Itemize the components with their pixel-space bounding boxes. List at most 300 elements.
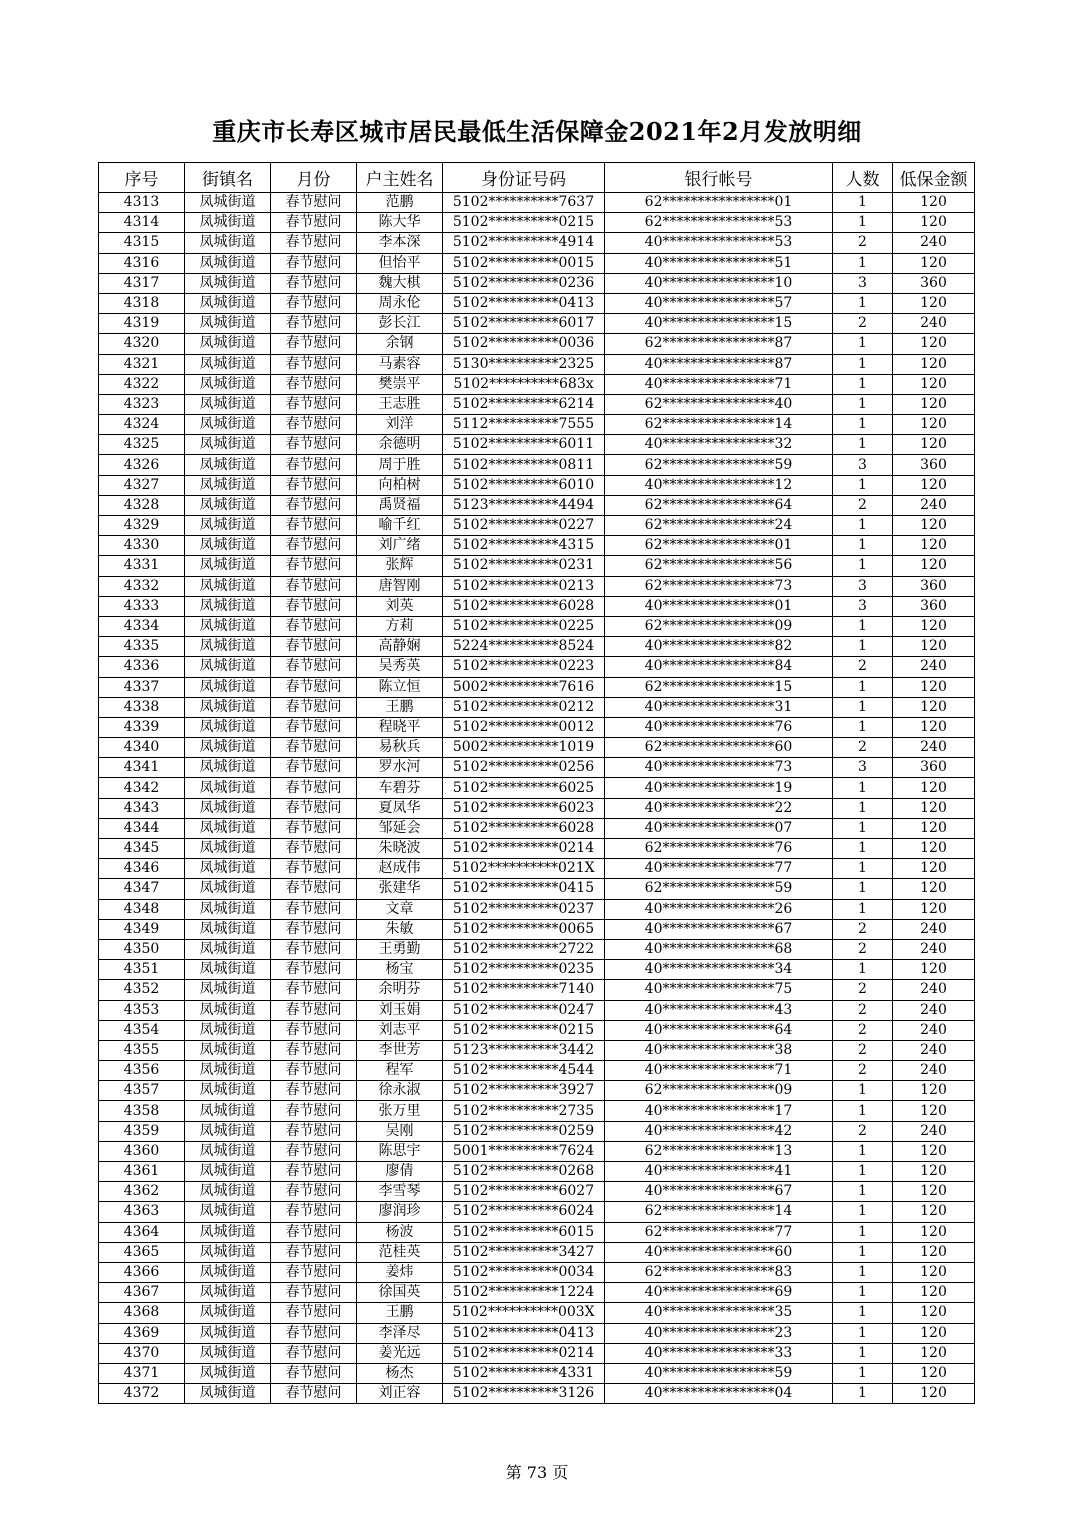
cell-month: 春节慰问: [271, 717, 357, 737]
cell-bank-account: 40****************15: [605, 314, 833, 334]
cell-index: 4334: [99, 616, 185, 636]
cell-month: 春节慰问: [271, 233, 357, 253]
cell-people-count: 1: [833, 1202, 893, 1222]
cell-bank-account: 40****************77: [605, 859, 833, 879]
cell-householder: 王勇勤: [357, 939, 443, 959]
cell-street: 凤城街道: [185, 839, 271, 859]
table-row: [99, 1384, 975, 1404]
cell-householder: 陈思宇: [357, 1141, 443, 1161]
cell-amount: 120: [893, 374, 975, 394]
cell-people-count: 1: [833, 616, 893, 636]
cell-id-number: 5102**********0213: [443, 576, 605, 596]
table-row: [99, 798, 975, 818]
cell-month: 春节慰问: [271, 455, 357, 475]
cell-month: 春节慰问: [271, 1384, 357, 1404]
cell-bank-account: 62****************77: [605, 1222, 833, 1242]
cell-amount: 120: [893, 859, 975, 879]
cell-amount: 120: [893, 1262, 975, 1282]
cell-month: 春节慰问: [271, 596, 357, 616]
cell-street: 凤城街道: [185, 1262, 271, 1282]
cell-index: 4336: [99, 657, 185, 677]
cell-bank-account: 62****************64: [605, 495, 833, 515]
cell-people-count: 1: [833, 697, 893, 717]
cell-bank-account: 40****************53: [605, 233, 833, 253]
cell-householder: 张建华: [357, 879, 443, 899]
cell-amount: 240: [893, 919, 975, 939]
cell-index: 4314: [99, 213, 185, 233]
cell-index: 4343: [99, 798, 185, 818]
cell-people-count: 2: [833, 1121, 893, 1141]
table-row: [99, 556, 975, 576]
cell-householder: 王志胜: [357, 394, 443, 414]
cell-index: 4344: [99, 818, 185, 838]
cell-householder: 朱晓波: [357, 839, 443, 859]
cell-people-count: 1: [833, 637, 893, 657]
table-row: [99, 1202, 975, 1222]
cell-people-count: 1: [833, 1384, 893, 1404]
cell-street: 凤城街道: [185, 475, 271, 495]
table-row: [99, 293, 975, 313]
cell-bank-account: 62****************59: [605, 455, 833, 475]
cell-month: 春节慰问: [271, 657, 357, 677]
table-row: [99, 596, 975, 616]
table-row: [99, 1040, 975, 1060]
cell-amount: 360: [893, 758, 975, 778]
cell-street: 凤城街道: [185, 576, 271, 596]
cell-month: 春节慰问: [271, 314, 357, 334]
cell-people-count: 1: [833, 1303, 893, 1323]
cell-householder: 刘英: [357, 596, 443, 616]
cell-id-number: 5102**********3927: [443, 1081, 605, 1101]
cell-month: 春节慰问: [271, 798, 357, 818]
cell-amount: 120: [893, 1323, 975, 1343]
cell-people-count: 2: [833, 1040, 893, 1060]
cell-index: 4355: [99, 1040, 185, 1060]
cell-index: 4327: [99, 475, 185, 495]
cell-street: 凤城街道: [185, 798, 271, 818]
cell-street: 凤城街道: [185, 899, 271, 919]
cell-index: 4368: [99, 1303, 185, 1323]
cell-people-count: 2: [833, 495, 893, 515]
cell-id-number: 5102**********6015: [443, 1222, 605, 1242]
cell-month: 春节慰问: [271, 778, 357, 798]
cell-month: 春节慰问: [271, 1323, 357, 1343]
cell-id-number: 5102**********2722: [443, 939, 605, 959]
cell-street: 凤城街道: [185, 1323, 271, 1343]
cell-id-number: 5224**********8524: [443, 637, 605, 657]
cell-street: 凤城街道: [185, 314, 271, 334]
cell-bank-account: 62****************59: [605, 879, 833, 899]
cell-id-number: 5102**********0225: [443, 616, 605, 636]
cell-people-count: 1: [833, 394, 893, 414]
table-row: [99, 980, 975, 1000]
table-row: [99, 778, 975, 798]
cell-people-count: 2: [833, 980, 893, 1000]
cell-index: 4330: [99, 536, 185, 556]
cell-bank-account: 40****************38: [605, 1040, 833, 1060]
cell-amount: 120: [893, 556, 975, 576]
cell-index: 4362: [99, 1182, 185, 1202]
cell-street: 凤城街道: [185, 1141, 271, 1161]
cell-householder: 彭长江: [357, 314, 443, 334]
cell-householder: 范桂英: [357, 1242, 443, 1262]
cell-people-count: 1: [833, 1323, 893, 1343]
cell-amount: 120: [893, 475, 975, 495]
cell-id-number: 5102**********0015: [443, 253, 605, 273]
cell-people-count: 2: [833, 1000, 893, 1020]
cell-index: 4350: [99, 939, 185, 959]
table-row: [99, 253, 975, 273]
cell-amount: 120: [893, 798, 975, 818]
cell-amount: 240: [893, 657, 975, 677]
cell-street: 凤城街道: [185, 273, 271, 293]
cell-people-count: 1: [833, 839, 893, 859]
cell-index: 4353: [99, 1000, 185, 1020]
cell-month: 春节慰问: [271, 738, 357, 758]
header-amount: 低保金额: [893, 163, 975, 193]
cell-id-number: 5102**********0256: [443, 758, 605, 778]
cell-index: 4361: [99, 1162, 185, 1182]
cell-street: 凤城街道: [185, 1182, 271, 1202]
cell-street: 凤城街道: [185, 738, 271, 758]
cell-month: 春节慰问: [271, 960, 357, 980]
table-row: [99, 1343, 975, 1363]
cell-street: 凤城街道: [185, 939, 271, 959]
cell-id-number: 5102**********6011: [443, 435, 605, 455]
cell-amount: 360: [893, 455, 975, 475]
cell-bank-account: 40****************23: [605, 1323, 833, 1343]
table-body: [99, 193, 975, 1404]
cell-bank-account: 62****************24: [605, 516, 833, 536]
cell-street: 凤城街道: [185, 1020, 271, 1040]
cell-people-count: 1: [833, 677, 893, 697]
cell-month: 春节慰问: [271, 394, 357, 414]
cell-month: 春节慰问: [271, 253, 357, 273]
cell-month: 春节慰问: [271, 1162, 357, 1182]
cell-index: 4325: [99, 435, 185, 455]
cell-index: 4313: [99, 193, 185, 213]
cell-amount: 120: [893, 1303, 975, 1323]
cell-index: 4331: [99, 556, 185, 576]
cell-amount: 120: [893, 778, 975, 798]
cell-month: 春节慰问: [271, 334, 357, 354]
table-row: [99, 516, 975, 536]
cell-amount: 120: [893, 899, 975, 919]
cell-index: 4359: [99, 1121, 185, 1141]
cell-month: 春节慰问: [271, 193, 357, 213]
cell-month: 春节慰问: [271, 1040, 357, 1060]
cell-street: 凤城街道: [185, 859, 271, 879]
cell-id-number: 5102**********3427: [443, 1242, 605, 1262]
cell-id-number: 5102**********0012: [443, 717, 605, 737]
cell-month: 春节慰问: [271, 1202, 357, 1222]
cell-id-number: 5102**********6010: [443, 475, 605, 495]
cell-bank-account: 40****************73: [605, 758, 833, 778]
header-bank-account: 银行帐号: [605, 163, 833, 193]
cell-amount: 120: [893, 839, 975, 859]
cell-street: 凤城街道: [185, 1162, 271, 1182]
cell-month: 春节慰问: [271, 939, 357, 959]
cell-householder: 徐永淑: [357, 1081, 443, 1101]
cell-bank-account: 40****************07: [605, 818, 833, 838]
cell-index: 4354: [99, 1020, 185, 1040]
cell-amount: 120: [893, 616, 975, 636]
cell-bank-account: 40****************71: [605, 374, 833, 394]
cell-bank-account: 40****************33: [605, 1343, 833, 1363]
cell-amount: 120: [893, 394, 975, 414]
cell-householder: 罗水河: [357, 758, 443, 778]
cell-street: 凤城街道: [185, 253, 271, 273]
cell-people-count: 1: [833, 717, 893, 737]
cell-householder: 朱敏: [357, 919, 443, 939]
cell-people-count: 1: [833, 1081, 893, 1101]
cell-householder: 徐国英: [357, 1283, 443, 1303]
cell-index: 4321: [99, 354, 185, 374]
cell-householder: 吴秀英: [357, 657, 443, 677]
cell-street: 凤城街道: [185, 374, 271, 394]
cell-people-count: 1: [833, 1262, 893, 1282]
table-row: [99, 455, 975, 475]
cell-bank-account: 40****************68: [605, 939, 833, 959]
cell-street: 凤城街道: [185, 818, 271, 838]
table-row: [99, 1242, 975, 1262]
cell-bank-account: 40****************12: [605, 475, 833, 495]
cell-bank-account: 40****************59: [605, 1363, 833, 1383]
cell-bank-account: 40****************64: [605, 1020, 833, 1040]
table-row: [99, 616, 975, 636]
cell-householder: 陈立恒: [357, 677, 443, 697]
cell-householder: 余明芬: [357, 980, 443, 1000]
table-row: [99, 1141, 975, 1161]
cell-bank-account: 40****************10: [605, 273, 833, 293]
cell-householder: 禹贤福: [357, 495, 443, 515]
cell-month: 春节慰问: [271, 536, 357, 556]
table-header-row: [99, 163, 975, 193]
cell-street: 凤城街道: [185, 1040, 271, 1060]
cell-month: 春节慰问: [271, 1242, 357, 1262]
cell-bank-account: 40****************82: [605, 637, 833, 657]
cell-people-count: 1: [833, 1162, 893, 1182]
table-row: [99, 657, 975, 677]
cell-people-count: 1: [833, 475, 893, 495]
table-row: [99, 919, 975, 939]
cell-index: 4317: [99, 273, 185, 293]
cell-bank-account: 40****************19: [605, 778, 833, 798]
cell-householder: 邹延会: [357, 818, 443, 838]
cell-index: 4366: [99, 1262, 185, 1282]
cell-householder: 向柏树: [357, 475, 443, 495]
cell-amount: 240: [893, 495, 975, 515]
cell-bank-account: 40****************87: [605, 354, 833, 374]
cell-householder: 喻千红: [357, 516, 443, 536]
cell-index: 4356: [99, 1061, 185, 1081]
cell-amount: 240: [893, 939, 975, 959]
cell-people-count: 1: [833, 879, 893, 899]
cell-bank-account: 40****************71: [605, 1061, 833, 1081]
table-row: [99, 1182, 975, 1202]
cell-bank-account: 62****************53: [605, 213, 833, 233]
table-row: [99, 1061, 975, 1081]
cell-people-count: 2: [833, 919, 893, 939]
cell-id-number: 5112**********7555: [443, 415, 605, 435]
cell-householder: 张辉: [357, 556, 443, 576]
cell-month: 春节慰问: [271, 919, 357, 939]
cell-id-number: 5102**********0034: [443, 1262, 605, 1282]
cell-index: 4347: [99, 879, 185, 899]
cell-index: 4346: [99, 859, 185, 879]
cell-householder: 程军: [357, 1061, 443, 1081]
table-row: [99, 1081, 975, 1101]
cell-people-count: 3: [833, 273, 893, 293]
cell-street: 凤城街道: [185, 293, 271, 313]
cell-street: 凤城街道: [185, 415, 271, 435]
cell-people-count: 3: [833, 576, 893, 596]
cell-month: 春节慰问: [271, 677, 357, 697]
cell-id-number: 5102**********0259: [443, 1121, 605, 1141]
header-people-count: 人数: [833, 163, 893, 193]
cell-householder: 李雪琴: [357, 1182, 443, 1202]
header-month: 月份: [271, 163, 357, 193]
table-row: [99, 334, 975, 354]
cell-householder: 周于胜: [357, 455, 443, 475]
cell-amount: 120: [893, 697, 975, 717]
cell-street: 凤城街道: [185, 657, 271, 677]
table-row: [99, 939, 975, 959]
cell-month: 春节慰问: [271, 1101, 357, 1121]
cell-id-number: 5102**********021X: [443, 859, 605, 879]
cell-index: 4341: [99, 758, 185, 778]
cell-bank-account: 40****************42: [605, 1121, 833, 1141]
cell-amount: 240: [893, 1020, 975, 1040]
table-row: [99, 738, 975, 758]
cell-month: 春节慰问: [271, 1020, 357, 1040]
cell-id-number: 5102**********0413: [443, 1323, 605, 1343]
cell-month: 春节慰问: [271, 213, 357, 233]
cell-street: 凤城街道: [185, 455, 271, 475]
table-row: [99, 1323, 975, 1343]
cell-id-number: 5102**********0036: [443, 334, 605, 354]
cell-bank-account: 40****************67: [605, 1182, 833, 1202]
cell-amount: 120: [893, 879, 975, 899]
cell-householder: 杨宝: [357, 960, 443, 980]
cell-householder: 樊崇平: [357, 374, 443, 394]
cell-bank-account: 40****************31: [605, 697, 833, 717]
cell-street: 凤城街道: [185, 1343, 271, 1363]
cell-people-count: 3: [833, 455, 893, 475]
table-row: [99, 314, 975, 334]
cell-id-number: 5102**********6214: [443, 394, 605, 414]
cell-amount: 120: [893, 415, 975, 435]
cell-street: 凤城街道: [185, 213, 271, 233]
cell-street: 凤城街道: [185, 1000, 271, 1020]
table-row: [99, 717, 975, 737]
cell-householder: 马素容: [357, 354, 443, 374]
cell-index: 4318: [99, 293, 185, 313]
cell-amount: 120: [893, 1384, 975, 1404]
cell-id-number: 5102**********4331: [443, 1363, 605, 1383]
cell-householder: 魏大棋: [357, 273, 443, 293]
cell-id-number: 5102**********0212: [443, 697, 605, 717]
cell-month: 春节慰问: [271, 435, 357, 455]
cell-id-number: 5001**********7624: [443, 1141, 605, 1161]
cell-bank-account: 62****************15: [605, 677, 833, 697]
cell-id-number: 5102**********6025: [443, 778, 605, 798]
cell-index: 4316: [99, 253, 185, 273]
cell-people-count: 1: [833, 1242, 893, 1262]
cell-index: 4363: [99, 1202, 185, 1222]
cell-amount: 240: [893, 980, 975, 1000]
cell-bank-account: 62****************60: [605, 738, 833, 758]
cell-index: 4322: [99, 374, 185, 394]
cell-people-count: 3: [833, 596, 893, 616]
cell-amount: 120: [893, 1081, 975, 1101]
cell-amount: 120: [893, 1242, 975, 1262]
cell-street: 凤城街道: [185, 516, 271, 536]
cell-month: 春节慰问: [271, 1222, 357, 1242]
cell-bank-account: 40****************22: [605, 798, 833, 818]
cell-bank-account: 62****************09: [605, 1081, 833, 1101]
cell-id-number: 5102**********7637: [443, 193, 605, 213]
cell-people-count: 2: [833, 314, 893, 334]
cell-id-number: 5002**********7616: [443, 677, 605, 697]
cell-index: 4315: [99, 233, 185, 253]
cell-amount: 120: [893, 1141, 975, 1161]
cell-id-number: 5102**********0236: [443, 273, 605, 293]
cell-amount: 360: [893, 273, 975, 293]
cell-month: 春节慰问: [271, 556, 357, 576]
cell-index: 4342: [99, 778, 185, 798]
cell-amount: 120: [893, 253, 975, 273]
cell-id-number: 5102**********0231: [443, 556, 605, 576]
cell-householder: 刘广绪: [357, 536, 443, 556]
cell-index: 4369: [99, 1323, 185, 1343]
cell-people-count: 1: [833, 798, 893, 818]
header-id-number: 身份证号码: [443, 163, 605, 193]
cell-index: 4364: [99, 1222, 185, 1242]
cell-bank-account: 62****************76: [605, 839, 833, 859]
cell-index: 4329: [99, 516, 185, 536]
cell-householder: 但怡平: [357, 253, 443, 273]
table-row: [99, 960, 975, 980]
cell-street: 凤城街道: [185, 1081, 271, 1101]
cell-id-number: 5102**********3126: [443, 1384, 605, 1404]
cell-amount: 120: [893, 637, 975, 657]
page-number: 第 73 页: [505, 1463, 569, 1482]
cell-bank-account: 62****************01: [605, 193, 833, 213]
cell-householder: 刘正容: [357, 1384, 443, 1404]
cell-street: 凤城街道: [185, 1363, 271, 1383]
cell-month: 春节慰问: [271, 980, 357, 1000]
cell-bank-account: 40****************51: [605, 253, 833, 273]
cell-amount: 120: [893, 1222, 975, 1242]
cell-amount: 120: [893, 1363, 975, 1383]
cell-index: 4370: [99, 1343, 185, 1363]
cell-bank-account: 40****************35: [605, 1303, 833, 1323]
cell-people-count: 1: [833, 818, 893, 838]
table-row: [99, 495, 975, 515]
cell-index: 4365: [99, 1242, 185, 1262]
cell-month: 春节慰问: [271, 1343, 357, 1363]
table-row: [99, 1303, 975, 1323]
table-row: [99, 879, 975, 899]
cell-street: 凤城街道: [185, 697, 271, 717]
cell-people-count: 2: [833, 939, 893, 959]
cell-people-count: 1: [833, 1283, 893, 1303]
cell-householder: 廖润珍: [357, 1202, 443, 1222]
cell-index: 4367: [99, 1283, 185, 1303]
cell-month: 春节慰问: [271, 1182, 357, 1202]
cell-bank-account: 62****************13: [605, 1141, 833, 1161]
